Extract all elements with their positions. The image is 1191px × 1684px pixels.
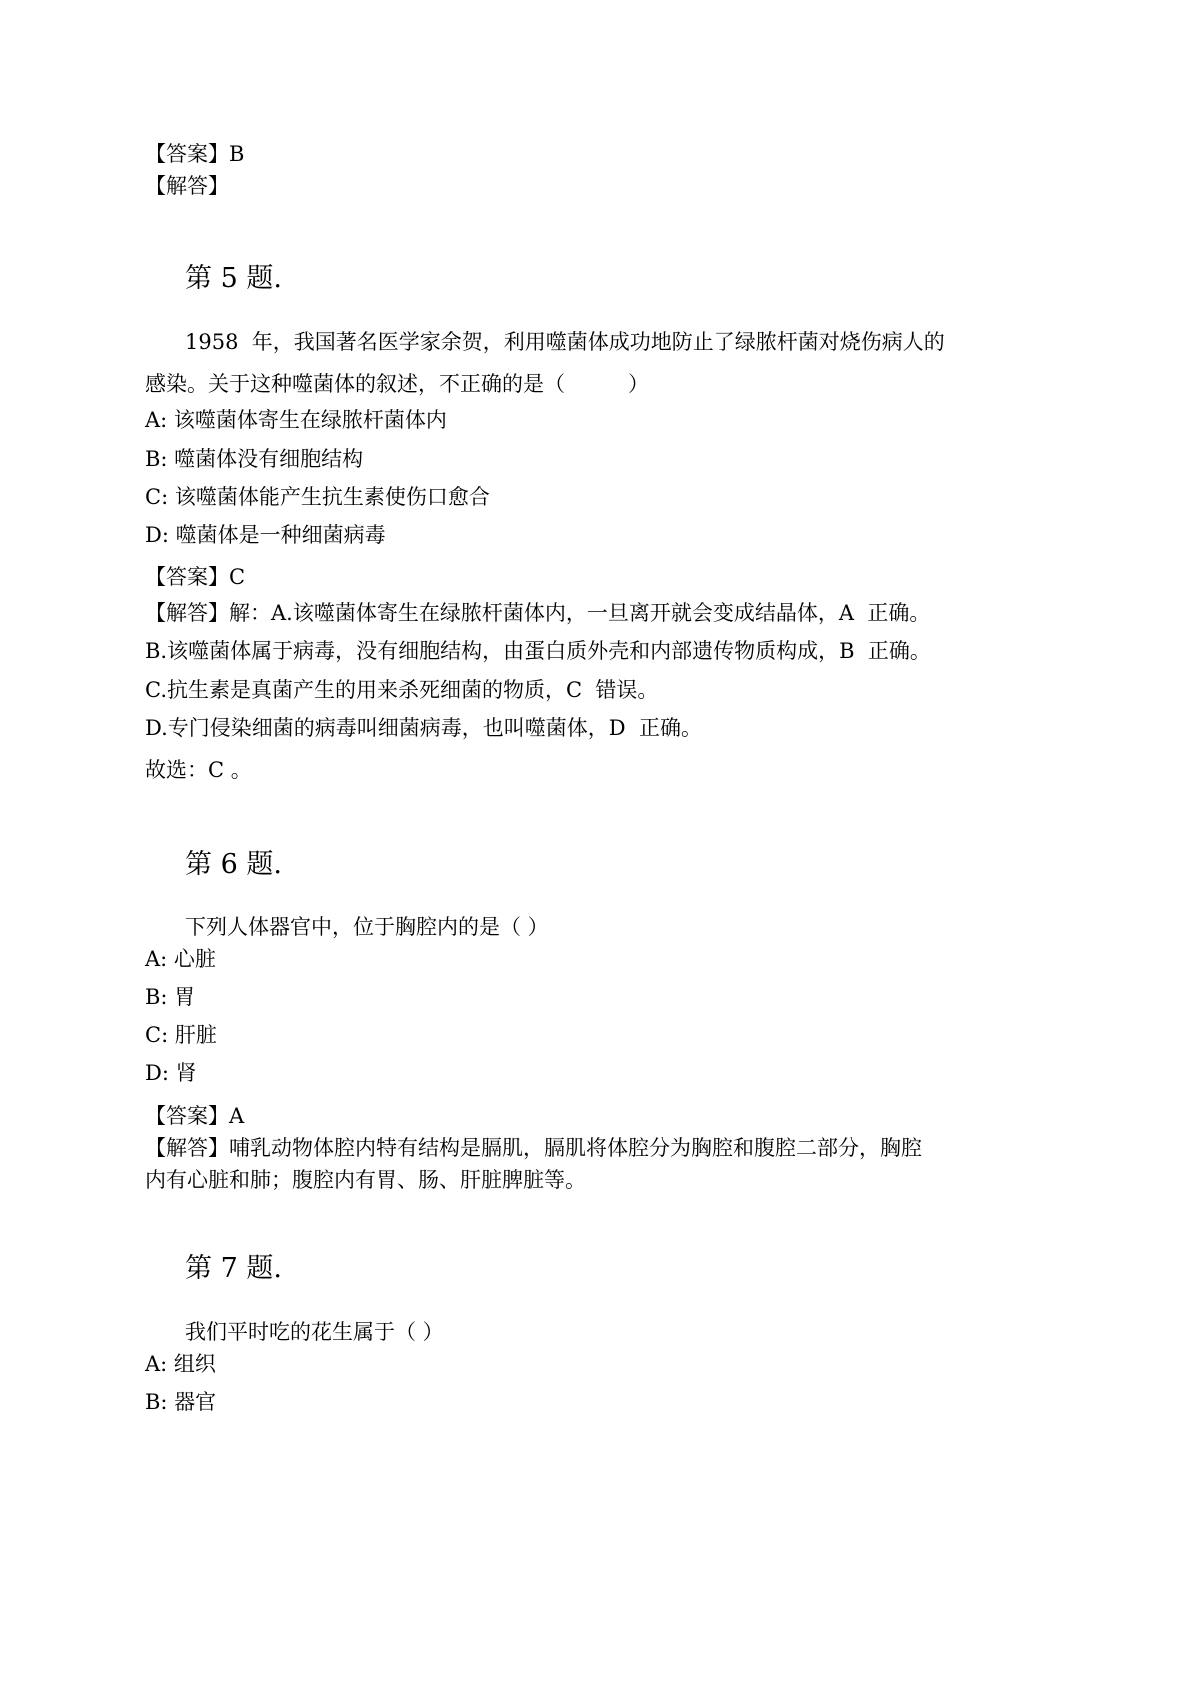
q6-option-c: C: 肝脏 [145,1023,217,1047]
q5-analysis-line-1: 【解答】解：A.该噬菌体寄生在绿脓杆菌体内，一旦离开就会变成结晶体，A 正确。 [145,601,931,625]
q6-answer: 【答案】A [145,1104,245,1128]
q5-answer: 【答案】C [145,565,246,589]
q6-option-d: D: 肾 [145,1061,197,1085]
q5-stem-line-1: 1958 年，我国著名医学家余贺，利用噬菌体成功地防止了绿脓杆菌对烧伤病人的 [185,330,945,354]
q4-answer: 【答案】B [145,142,245,166]
q5-analysis-line-4: D.专门侵染细菌的病毒叫细菌病毒，也叫噬菌体，D 正确。 [145,716,702,740]
q6-title: 第 6 题. [185,849,282,880]
q5-option-c: C: 该噬菌体能产生抗生素使伤口愈合 [145,485,490,509]
q5-option-b: B: 噬菌体没有细胞结构 [145,447,364,471]
q6-analysis-line-1: 【解答】哺乳动物体腔内特有结构是膈肌，膈肌将体腔分为胸腔和腹腔二部分，胸腔 [145,1136,922,1160]
q7-title: 第 7 题. [185,1253,282,1284]
q6-stem: 下列人体器官中，位于胸腔内的是（ ） [185,915,549,939]
q5-option-a: A: 该噬菌体寄生在绿脓杆菌体内 [145,408,447,432]
q5-analysis-line-2: B.该噬菌体属于病毒，没有细胞结构，由蛋白质外壳和内部遗传物质构成，B 正确。 [145,639,931,663]
q6-analysis-line-2: 内有心脏和肺；腹腔内有胃、肠、肝脏脾脏等。 [145,1168,586,1192]
q5-title: 第 5 题. [185,263,282,294]
q4-analysis-label: 【解答】 [145,174,229,198]
q5-analysis-line-3: C.抗生素是真菌产生的用来杀死细菌的物质，C 错误。 [145,678,659,702]
q6-option-b: B: 胃 [145,985,196,1009]
q5-option-d: D: 噬菌体是一种细菌病毒 [145,523,386,547]
q7-stem: 我们平时吃的花生属于（ ） [185,1320,444,1344]
q7-option-b: B: 器官 [145,1390,217,1414]
q5-stem-line-2: 感染。关于这种噬菌体的叙述，不正确的是（ ） [145,372,649,396]
q6-option-a: A: 心脏 [145,947,216,971]
q7-option-a: A: 组织 [145,1352,216,1376]
q5-conclusion: 故选：C 。 [145,758,252,782]
